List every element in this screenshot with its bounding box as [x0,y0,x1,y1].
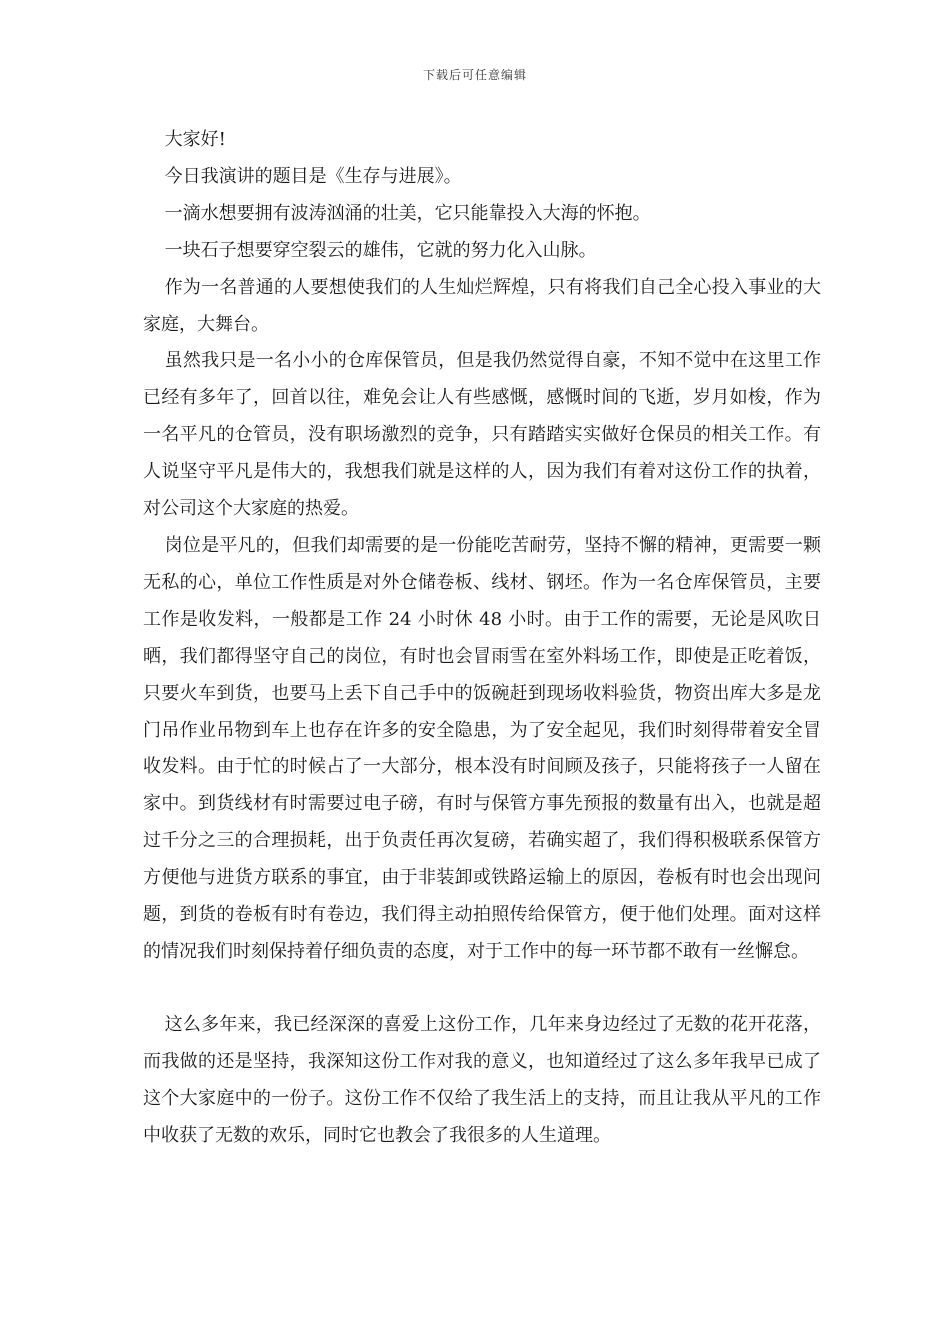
title-paragraph: 今日我演讲的题目是《生存与进展》。 [164,165,462,187]
body-paragraph: 这么多年来，我已经深深的喜爱上这份工作，几年来身边经过了无数的花开花落，而我做的还是坚持，我深知这份工作对我的意义，也知道经过了这么多年我早已成了这个大家庭中的一份子。这份工作不仅给了我生活上的支持，而且让我从平凡的工作中收获了无数的欢乐，同时它也教会了我很多的人生道理。 [143,1013,821,1146]
body-paragraph: 作为一名普通的人要想使我们的人生灿烂辉煌，只有将我们自己全心投入事业的大家庭，大舞台。 [143,276,821,335]
document-body [143,122,821,1154]
body-paragraph: 岗位是平凡的，但我们却需要的是一份能吃苦耐劳，坚持不懈的精神，更需要一颗无私的心，单位工作性质是对外仓储卷板、线材、钢坯。作为一名仓库保管员，主要工作是收发料，一般都是工作 24 小时休 48 小时。由于工作的需要，无论是风吹日晒，我们都得坚守自己的岗位，有时也会冒雨雪在室外料场工作，即使是正吃着饭，只要火车到货，也要马上丢下自己手中的饭碗赶到现场收料验货，物资出库大多是龙门吊作业吊物到车上也存在许多的安全隐患，为了安全起见，我们时刻得带着安全冒收发料。由于忙的时候占了一大部分，根本没有时间顾及孩子，只能将孩子一人留在家中。到货线材有时需要过电子磅，有时与保管方事先预报的数量有出入，也就是超过千分之三的合理损耗，出于负责任再次复磅，若确实超了，我们得积极联系保管方方便他与进货方联系的事宜，由于非装卸或铁路运输上的原因，卷板有时也会出现问题，到货的卷板有时有卷边，我们得主动拍照传给保管方，便于他们处理。面对这样的情况我们时刻保持着仔细负责的态度，对于工作中的每一环节都不敢有一丝懈怠。 [143,534,821,962]
greeting-paragraph: 大家好! [164,129,226,150]
page-header: 下载后可任意编辑 [422,68,527,82]
body-paragraph: 一滴水想要拥有波涛汹涌的壮美，它只能靠投入大海的怀抱。 [164,202,651,224]
body-paragraph: 一块石子想要穿空裂云的雄伟，它就的努力化入山脉。 [164,239,597,261]
body-paragraph: 虽然我只是一名小小的仓库保管员，但是我仍然觉得自豪，不知不觉中在这里工作已经有多年了，回首以往，难免会让人有些感慨，感慨时间的飞逝，岁月如梭，作为一名平凡的仓管员，没有职场激烈的竞争，只有踏踏实实做好仓保员的相关工作。有人说坚守平凡是伟大的，我想我们就是这样的人，因为我们有着对这份工作的执着，对公司这个大家庭的热爱。 [143,350,821,520]
